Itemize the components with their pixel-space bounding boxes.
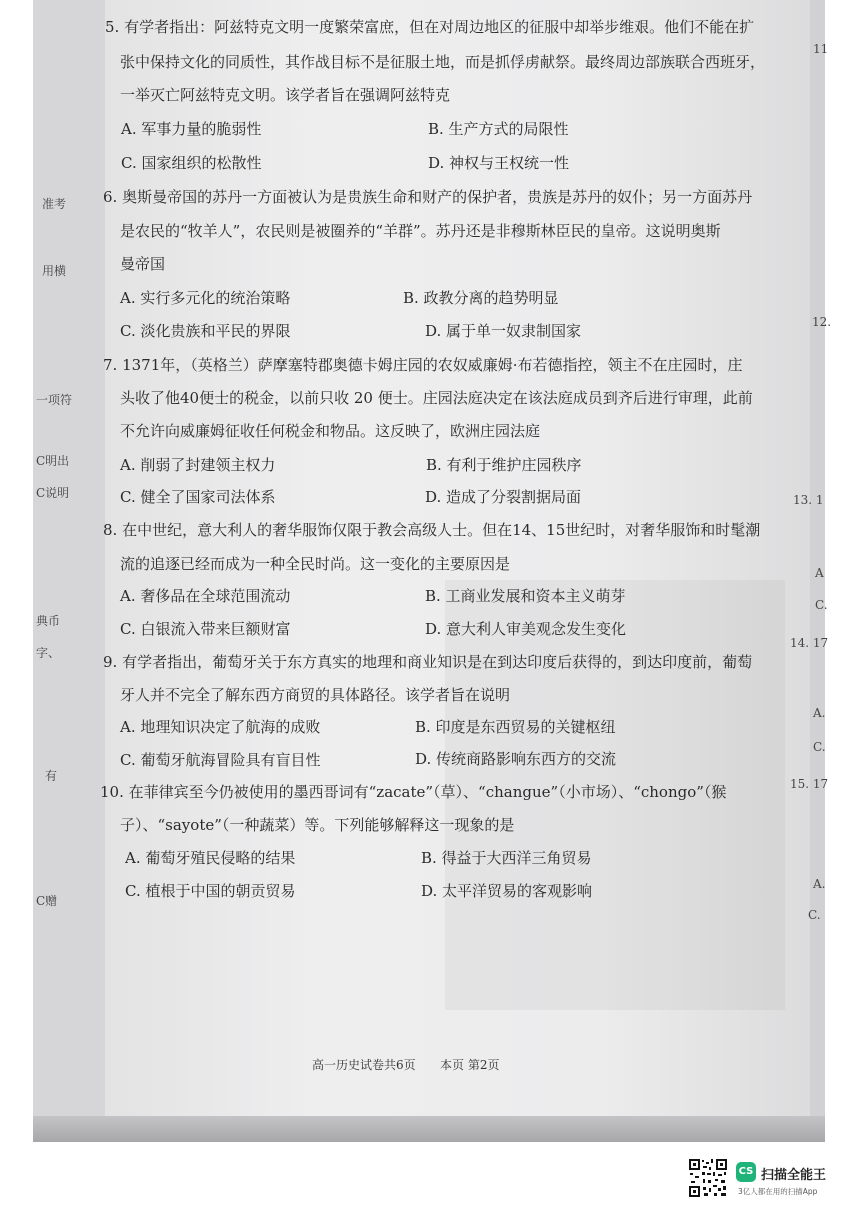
margin-fragment: A bbox=[815, 566, 824, 580]
question-5-option-c: C. 国家组织的松散性 bbox=[121, 154, 262, 172]
question-8-option-b: B. 工商业发展和资本主义萌芽 bbox=[425, 587, 626, 605]
question-6-option-c: C. 淡化贵族和平民的界限 bbox=[120, 322, 291, 340]
question-10-line-1: 10. 在菲律宾至今仍被使用的墨西哥词有“zacate”（草）、“changue”（小市场）、“chongo”（猴 bbox=[100, 783, 727, 801]
margin-fragment: C说明 bbox=[36, 486, 70, 500]
question-5-option-b: B. 生产方式的局限性 bbox=[428, 120, 569, 138]
question-7-option-b: B. 有利于维护庄园秩序 bbox=[426, 456, 582, 474]
question-5-line-2: 张中保持文化的同质性，其作战目标不是征服土地，而是抓俘虏献祭。最终周边部族联合西班牙， bbox=[120, 53, 766, 71]
page-footer-left: 高一历史试卷共6页 bbox=[312, 1058, 416, 1072]
qr-code-icon bbox=[688, 1158, 728, 1198]
question-10-option-b: B. 得益于大西洋三角贸易 bbox=[421, 849, 592, 867]
question-8-line-2: 流的追逐已经而成为一种全民时尚。这一变化的主要原因是 bbox=[120, 555, 511, 573]
question-8-option-a: A. 奢侈品在全球范围流动 bbox=[120, 587, 291, 605]
margin-fragment: C明出 bbox=[36, 454, 70, 468]
question-6-option-b: B. 政教分离的趋势明显 bbox=[403, 289, 559, 307]
question-6-option-d: D. 属于单一奴隶制国家 bbox=[425, 322, 582, 340]
page-footer-right: 本页 第2页 bbox=[440, 1058, 500, 1072]
question-6-line-3: 曼帝国 bbox=[120, 255, 166, 273]
question-7-line-1: 7. 1371年，（英格兰）萨摩塞特郡奥德卡姆庄园的农奴威廉姆·布若德指控，领主不在庄园时，庄 bbox=[103, 356, 743, 374]
question-10-option-d: D. 太平洋贸易的客观影响 bbox=[421, 882, 593, 900]
margin-fragment: 13. 1 bbox=[793, 493, 824, 507]
brand-tagline: 3亿人都在用的扫描App bbox=[738, 1187, 818, 1196]
question-5-option-a: A. 军事力量的脆弱性 bbox=[121, 120, 262, 138]
question-5-line-1: 5. 有学者指出：阿兹特克文明一度繁荣富庶，但在对周边地区的征服中却举步维艰。他们不能在扩 bbox=[105, 18, 755, 36]
question-10-line-2: 子）、“sayote”（一种蔬菜）等。下列能够解释这一现象的是 bbox=[120, 816, 515, 834]
margin-fragment: 12. bbox=[812, 315, 832, 329]
margin-fragment: 15. 17 bbox=[790, 777, 829, 791]
previous-page-edge bbox=[33, 0, 105, 1142]
question-9-option-c: C. 葡萄牙航海冒险具有盲目性 bbox=[120, 751, 321, 769]
question-10-option-c: C. 植根于中国的朝贡贸易 bbox=[125, 882, 296, 900]
margin-fragment: 典币 bbox=[36, 614, 61, 628]
question-7-option-d: D. 造成了分裂割据局面 bbox=[425, 488, 582, 506]
margin-fragment: C. bbox=[815, 598, 828, 612]
scanner-watermark bbox=[688, 1158, 848, 1202]
question-9-line-1: 9. 有学者指出，葡萄牙关于东方真实的地理和商业知识是在到达印度后获得的，到达印度前，葡萄 bbox=[103, 653, 753, 671]
margin-fragment: C. bbox=[813, 740, 826, 754]
margin-fragment: C. bbox=[808, 908, 821, 922]
question-6-line-2: 是农民的“牧羊人”，农民则是被圈养的“羊群”。苏丹还是非穆斯林臣民的皇帝。这说明奥斯 bbox=[120, 222, 721, 240]
question-5-option-d: D. 神权与王权统一性 bbox=[428, 154, 570, 172]
margin-fragment: C赠 bbox=[36, 894, 58, 908]
margin-fragment: 一项符 bbox=[36, 393, 73, 407]
page-bottom-shadow bbox=[33, 1116, 825, 1142]
question-9-option-d: D. 传统商路影响东西方的交流 bbox=[415, 750, 617, 768]
margin-fragment: 14. 17 bbox=[790, 636, 829, 650]
question-5-line-3: 一举灭亡阿兹特克文明。该学者旨在强调阿兹特克 bbox=[120, 86, 451, 104]
question-8-line-1: 8. 在中世纪，意大利人的奢华服饰仅限于教会高级人士。但在14、15世纪时，对奢华服饰和时髦潮 bbox=[103, 521, 761, 539]
margin-fragment: 准考 bbox=[42, 197, 67, 211]
question-9-option-b: B. 印度是东西贸易的关键枢纽 bbox=[415, 718, 616, 736]
margin-fragment: A. bbox=[813, 877, 826, 891]
question-7-line-2: 头收了他40便士的税金，以前只收 20 便士。庄园法庭决定在该法庭成员到齐后进行审理，此前 bbox=[120, 389, 753, 407]
question-8-option-c: C. 白银流入带来巨额财富 bbox=[120, 620, 291, 638]
margin-fragment: 有 bbox=[45, 769, 58, 783]
margin-fragment: A. bbox=[813, 706, 826, 720]
question-8-option-d: D. 意大利人审美观念发生变化 bbox=[425, 620, 627, 638]
question-6-line-1: 6. 奥斯曼帝国的苏丹一方面被认为是贵族生命和财产的保护者，贵族是苏丹的奴仆；另一方面苏丹 bbox=[103, 188, 753, 206]
question-7-line-3: 不允许向威廉姆征收任何税金和物品。这反映了，欧洲庄园法庭 bbox=[120, 422, 541, 440]
question-7-option-c: C. 健全了国家司法体系 bbox=[120, 488, 276, 506]
question-9-line-2: 牙人并不完全了解东西方商贸的具体路径。该学者旨在说明 bbox=[120, 686, 511, 704]
margin-fragment: 字、 bbox=[36, 646, 61, 660]
question-10-option-a: A. 葡萄牙殖民侵略的结果 bbox=[125, 849, 296, 867]
margin-fragment: 11 bbox=[813, 42, 829, 56]
brand-name: 扫描全能王 bbox=[761, 1168, 827, 1183]
question-7-option-a: A. 削弱了封建领主权力 bbox=[120, 456, 276, 474]
question-6-option-a: A. 实行多元化的统治策略 bbox=[120, 289, 291, 307]
cs-logo-icon: CS bbox=[736, 1162, 756, 1182]
margin-fragment: 用横 bbox=[42, 264, 67, 278]
question-9-option-a: A. 地理知识决定了航海的成败 bbox=[120, 718, 321, 736]
